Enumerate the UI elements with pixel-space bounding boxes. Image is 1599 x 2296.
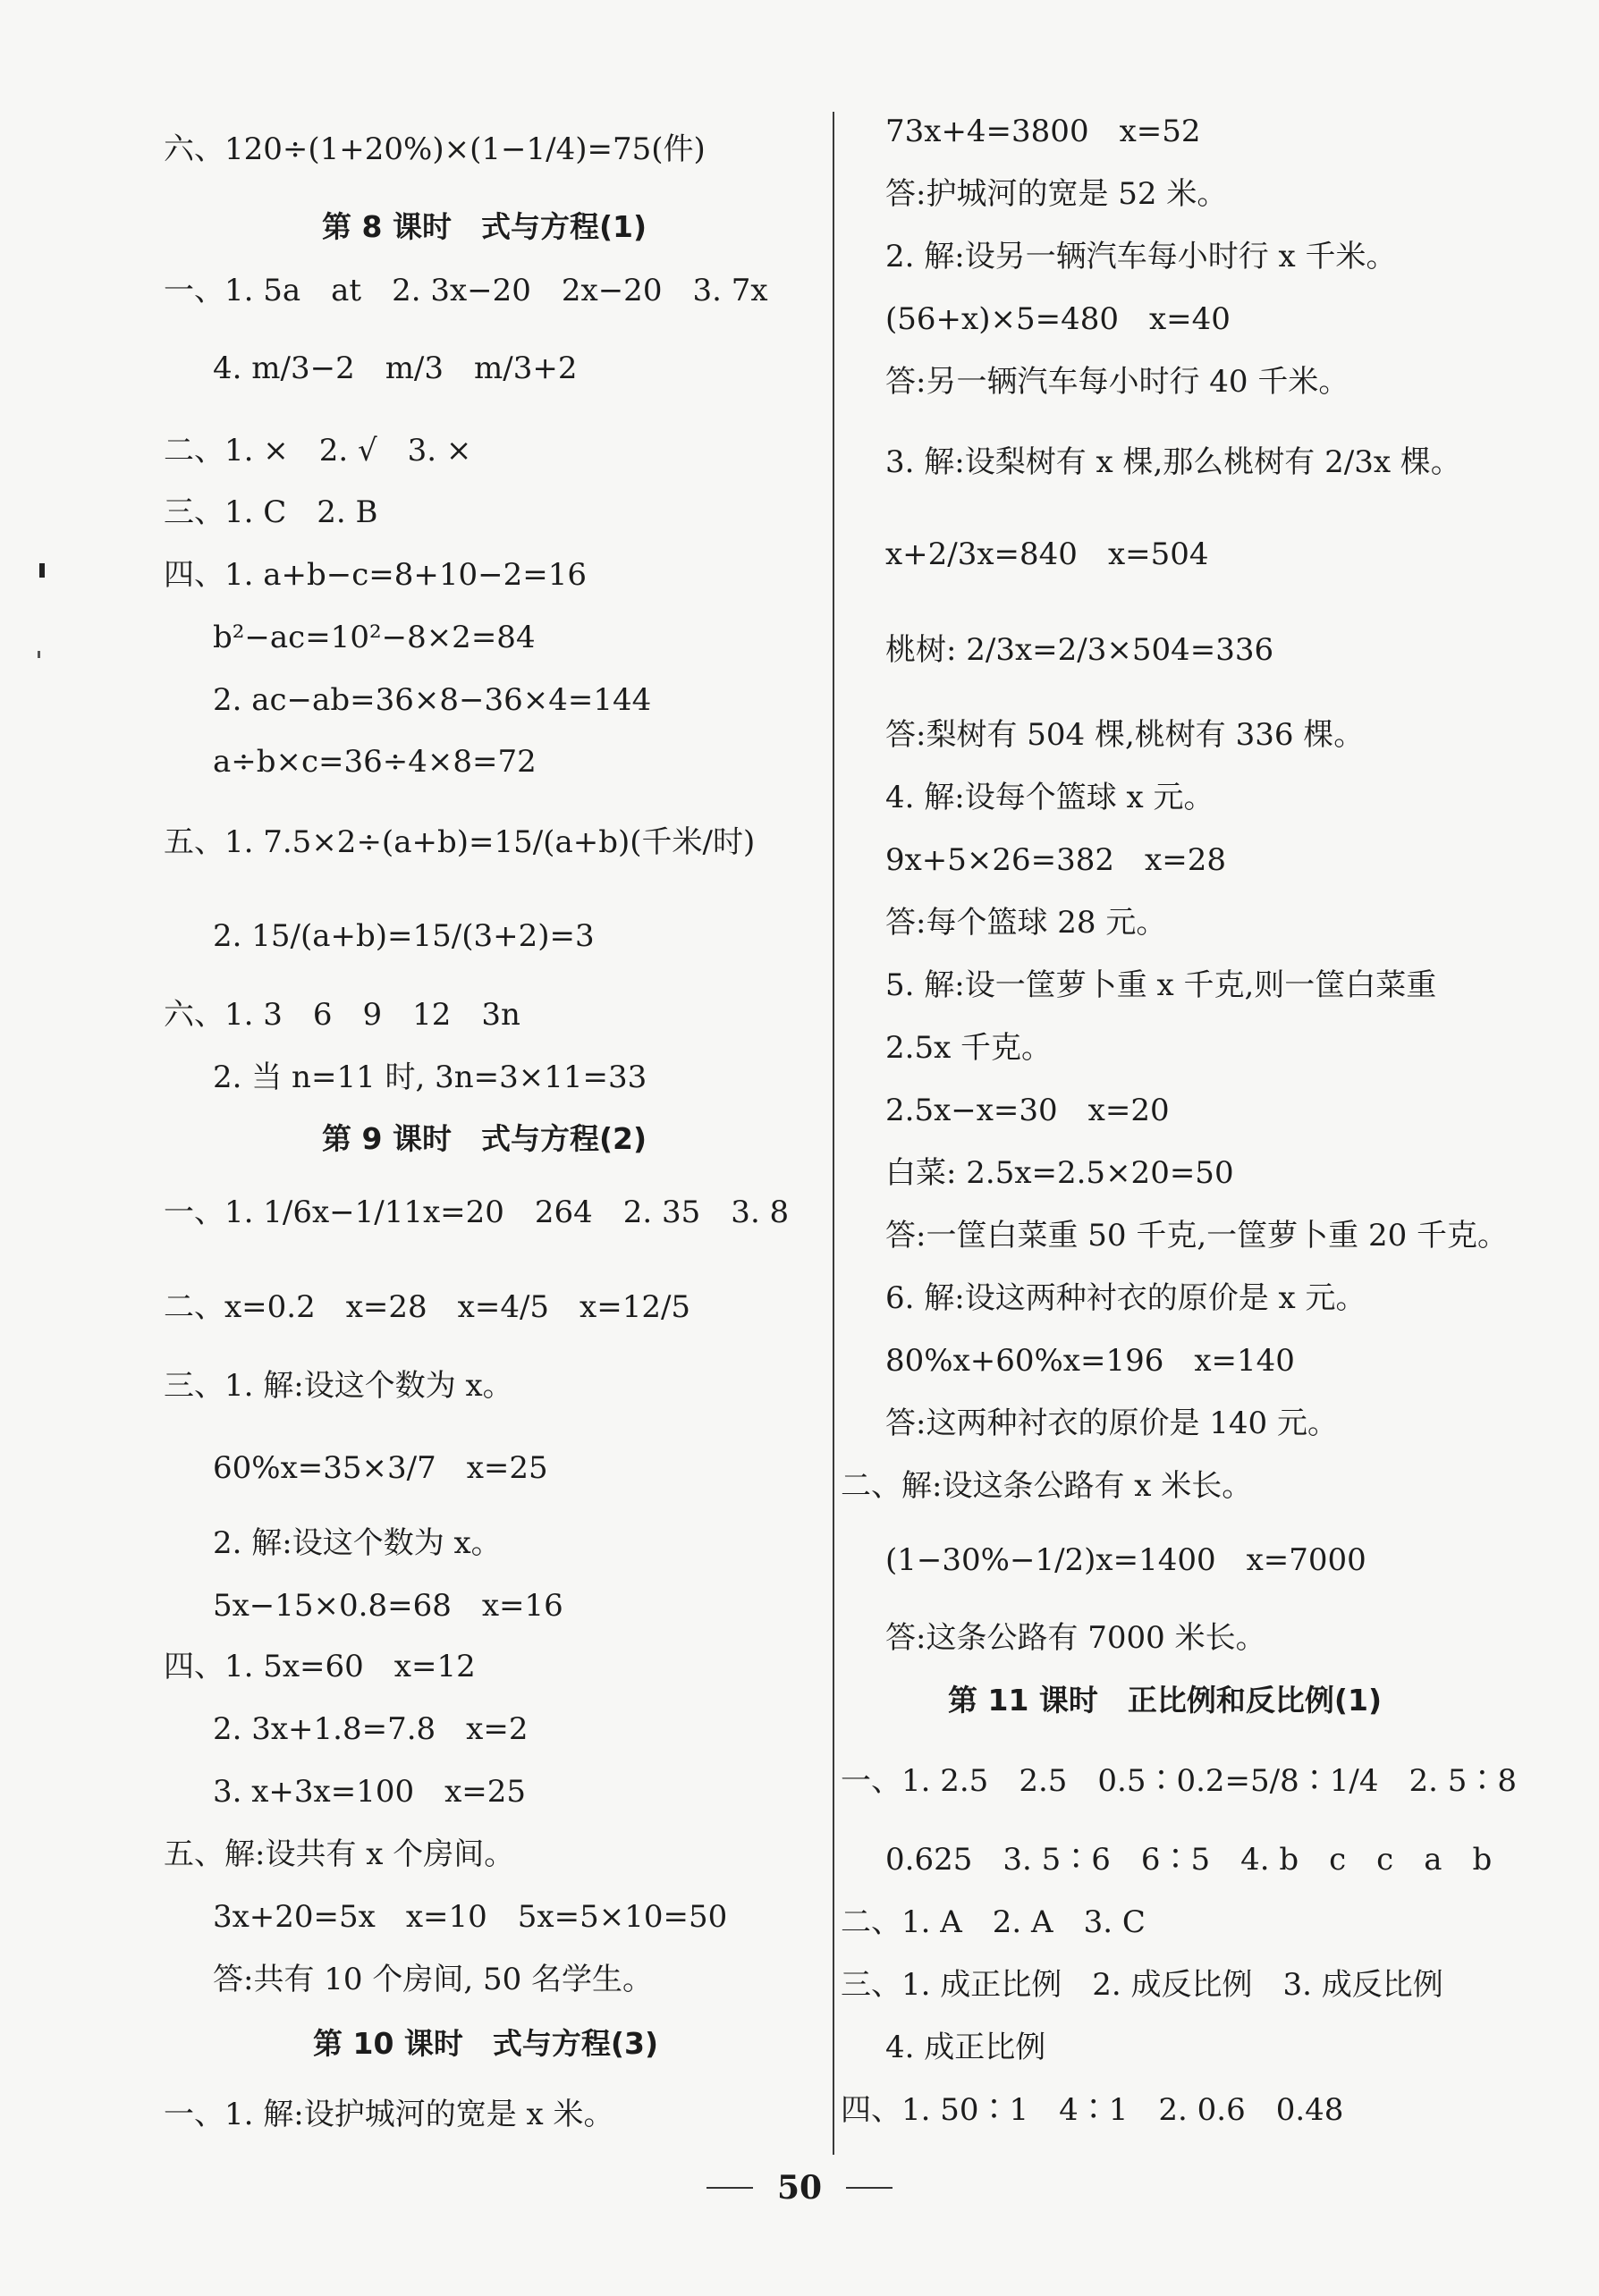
right-answer-line: 四、1. 50∶1 4∶1 2. 0.6 0.48 (841, 2092, 1344, 2128)
left-answer-line: 四、1. a+b−c=8+10−2=16 (164, 557, 588, 593)
right-answer-line: 桃树: 2/3x=2/3×504=336 (885, 632, 1274, 668)
left-answer-line: 2. 解:设这个数为 x。 (213, 1525, 502, 1561)
left-answer-line: 六、120÷(1+20%)×(1−1/4)=75(件) (164, 131, 706, 167)
left-answer-line: 五、1. 7.5×2÷(a+b)=15/(a+b)(千米/时) (164, 824, 756, 860)
footer-dash-left (706, 2187, 753, 2189)
left-answer-line: 60%x=35×3/7 x=25 (213, 1450, 548, 1486)
left-answer-line: 3x+20=5x x=10 5x=5×10=50 (213, 1899, 728, 1935)
left-answer-line: 一、1. 5a at 2. 3x−20 2x−20 3. 7x (164, 273, 768, 308)
right-answer-line: 二、1. A 2. A 3. C (841, 1904, 1146, 1940)
page-number: 50 (776, 2169, 823, 2207)
right-answer-line: 80%x+60%x=196 x=140 (885, 1343, 1295, 1379)
right-answer-line: 二、解:设这条公路有 x 米长。 (841, 1468, 1253, 1504)
right-answer-line: 4. 成正比例 (885, 2030, 1046, 2065)
left-answer-line: 4. m/3−2 m/3 m/3+2 (213, 350, 578, 386)
left-answer-line: 一、1. 1/6x−1/11x=20 264 2. 35 3. 8 (164, 1194, 790, 1230)
right-answer-line: 9x+5×26=382 x=28 (885, 842, 1226, 878)
right-answer-line: 73x+4=3800 x=52 (885, 114, 1201, 149)
right-answer-line: (56+x)×5=480 x=40 (885, 301, 1231, 337)
section-heading: 第 11 课时 正比例和反比例(1) (948, 1683, 1383, 1718)
left-answer-line: 四、1. 5x=60 x=12 (164, 1649, 476, 1684)
left-answer-line: 三、1. C 2. B (164, 494, 378, 530)
left-answer-line: 答:共有 10 个房间, 50 名学生。 (213, 1962, 654, 1997)
left-answer-line: 一、1. 解:设护城河的宽是 x 米。 (164, 2097, 614, 2132)
right-answer-line: 2.5x−x=30 x=20 (885, 1093, 1170, 1128)
left-answer-line: 3. x+3x=100 x=25 (213, 1774, 527, 1810)
right-answer-line: x+2/3x=840 x=504 (885, 536, 1209, 572)
left-answer-line: 2. 15/(a+b)=15/(3+2)=3 (213, 918, 595, 954)
footer-dash-right (846, 2187, 893, 2189)
column-divider (833, 112, 834, 2155)
page-footer (0, 2165, 1599, 2210)
right-answer-line: 一、1. 2.5 2.5 0.5∶0.2=5/8∶1/4 2. 5∶8 (841, 1763, 1517, 1799)
right-answer-line: 答:每个篮球 28 元。 (885, 905, 1167, 941)
right-answer-line: 三、1. 成正比例 2. 成反比例 3. 成反比例 (841, 1967, 1443, 2003)
scan-mark (39, 563, 45, 578)
left-answer-line: 2. ac−ab=36×8−36×4=144 (213, 682, 652, 718)
right-answer-line: 0.625 3. 5∶6 6∶5 4. b c c a b (885, 1842, 1493, 1878)
right-answer-line: 2.5x 千克。 (885, 1030, 1053, 1066)
right-answer-line: (1−30%−1/2)x=1400 x=7000 (885, 1542, 1366, 1578)
left-answer-line: 五、解:设共有 x 个房间。 (164, 1836, 515, 1872)
right-answer-line: 6. 解:设这两种衬衣的原价是 x 元。 (885, 1280, 1366, 1316)
right-answer-line: 答:护城河的宽是 52 米。 (885, 176, 1228, 212)
right-answer-line: 白菜: 2.5x=2.5×20=50 (885, 1155, 1234, 1191)
right-answer-line: 2. 解:设另一辆汽车每小时行 x 千米。 (885, 239, 1397, 274)
left-answer-line: 二、x=0.2 x=28 x=4/5 x=12/5 (164, 1289, 691, 1325)
scan-mark (38, 651, 40, 658)
right-answer-line: 3. 解:设梨树有 x 棵,那么桃树有 2/3x 棵。 (885, 444, 1461, 480)
section-heading: 第 8 课时 式与方程(1) (322, 209, 647, 244)
left-answer-line: 2. 当 n=11 时, 3n=3×11=33 (213, 1059, 647, 1095)
right-answer-line: 答:另一辆汽车每小时行 40 千米。 (885, 364, 1349, 400)
right-answer-line: 答:这两种衬衣的原价是 140 元。 (885, 1405, 1338, 1441)
section-heading: 第 10 课时 式与方程(3) (313, 2026, 659, 2061)
left-answer-line: a÷b×c=36÷4×8=72 (213, 744, 537, 780)
right-answer-line: 5. 解:设一筐萝卜重 x 千克,则一筐白菜重 (885, 967, 1437, 1003)
left-answer-line: 六、1. 3 6 9 12 3n (164, 997, 520, 1033)
right-answer-line: 答:一筐白菜重 50 千克,一筐萝卜重 20 千克。 (885, 1218, 1509, 1254)
right-answer-line: 4. 解:设每个篮球 x 元。 (885, 780, 1214, 815)
left-answer-line: 二、1. × 2. √ 3. × (164, 433, 472, 468)
section-heading: 第 9 课时 式与方程(2) (322, 1121, 647, 1156)
left-answer-line: b²−ac=10²−8×2=84 (213, 620, 536, 655)
left-answer-line: 5x−15×0.8=68 x=16 (213, 1588, 563, 1624)
left-answer-line: 2. 3x+1.8=7.8 x=2 (213, 1711, 529, 1747)
right-answer-line: 答:梨树有 504 棵,桃树有 336 棵。 (885, 717, 1365, 753)
right-answer-line: 答:这条公路有 7000 米长。 (885, 1620, 1266, 1656)
left-answer-line: 三、1. 解:设这个数为 x。 (164, 1368, 513, 1404)
